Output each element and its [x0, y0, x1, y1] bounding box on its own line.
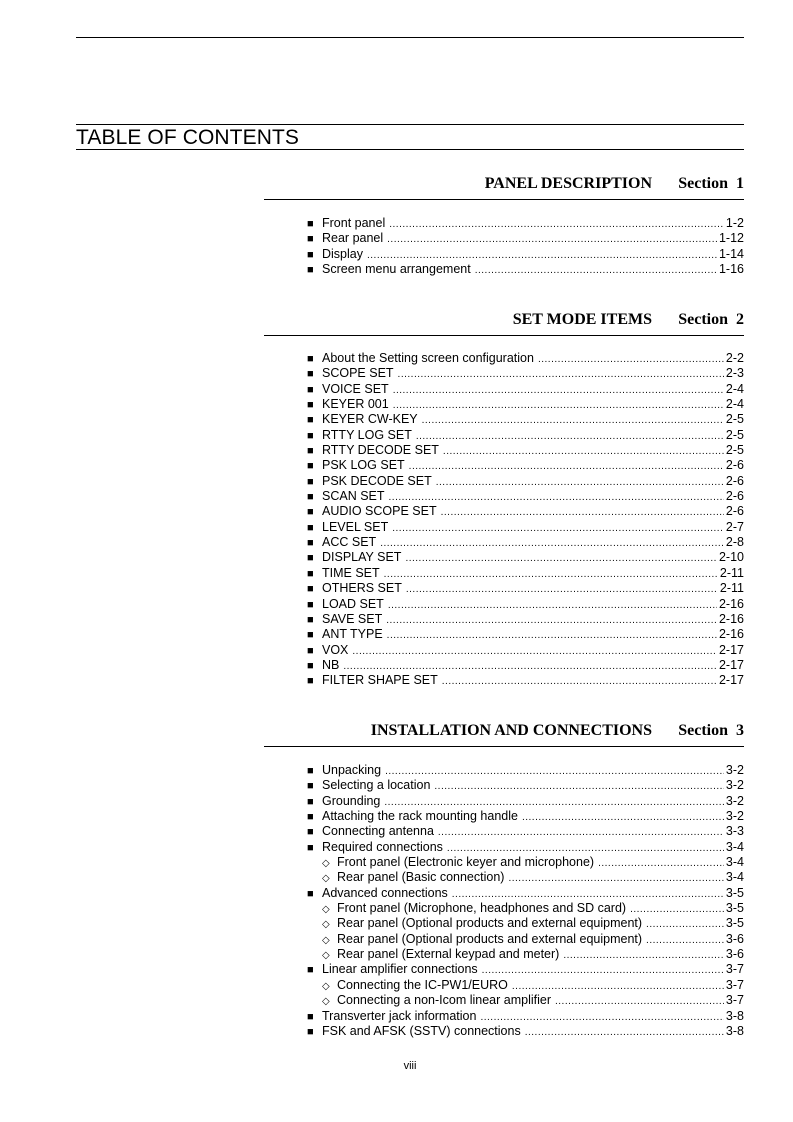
- dot-leader: [434, 779, 724, 794]
- dot-leader: [343, 659, 717, 674]
- toc-entry[interactable]: [307, 643, 744, 658]
- toc-entry[interactable]: [307, 870, 744, 885]
- diamond-bullet-icon: ◇: [322, 996, 330, 1008]
- square-bullet-icon: ■: [307, 475, 314, 488]
- section-number: [678, 722, 744, 740]
- dot-leader: [475, 263, 717, 278]
- square-bullet-icon: ■: [307, 841, 314, 854]
- toc-entry-page: 1-16: [718, 262, 744, 277]
- dot-leader: [392, 521, 724, 536]
- toc-entry-label: RTTY DECODE SET: [322, 443, 439, 458]
- toc-entry-label: AUDIO SCOPE SET: [322, 504, 437, 519]
- dot-leader: [438, 825, 724, 840]
- toc-entry[interactable]: [307, 382, 744, 397]
- dot-leader: [352, 644, 717, 659]
- toc-entry-page: 2-11: [719, 565, 744, 580]
- dot-leader: [452, 887, 724, 902]
- toc-entry-label: Required connections: [322, 839, 443, 854]
- toc-entry[interactable]: [307, 351, 744, 366]
- top-rule: [76, 37, 744, 38]
- toc-entry-label: Selecting a location: [322, 778, 431, 793]
- dot-leader: [387, 232, 717, 247]
- toc-entry-page: 2-16: [718, 627, 744, 642]
- toc-entry-label: Attaching the rack mounting handle: [322, 809, 518, 824]
- toc-entry-page: 3-4: [725, 839, 744, 854]
- toc-entry-label: ANT TYPE: [322, 627, 383, 642]
- square-bullet-icon: ■: [307, 414, 314, 427]
- section-label: Section: [678, 722, 728, 739]
- square-bullet-icon: ■: [307, 429, 314, 442]
- square-bullet-icon: ■: [307, 383, 314, 396]
- toc-entry-page: 3-7: [725, 962, 744, 977]
- toc-entry[interactable]: [307, 658, 744, 673]
- dot-leader: [384, 567, 718, 582]
- dot-leader: [555, 994, 724, 1009]
- dot-leader: [508, 871, 723, 886]
- toc-entry-page: 2-4: [725, 381, 744, 396]
- toc-entry-label: TIME SET: [322, 565, 380, 580]
- dot-leader: [482, 963, 724, 978]
- toc-entry-label: Connecting antenna: [322, 824, 434, 839]
- toc-entry[interactable]: [307, 778, 744, 793]
- toc-entry-page: 2-17: [718, 657, 744, 672]
- dot-leader: [563, 948, 724, 963]
- toc-entry-label: About the Setting screen configuration: [322, 351, 534, 365]
- dot-leader: [398, 367, 724, 382]
- toc-entry-label: PSK LOG SET: [322, 458, 405, 473]
- dot-leader: [443, 444, 724, 459]
- section-number: [678, 175, 744, 193]
- square-bullet-icon: ■: [307, 264, 314, 277]
- toc-entry[interactable]: [307, 809, 744, 824]
- toc-entry[interactable]: [307, 962, 744, 977]
- diamond-bullet-icon: ◇: [322, 873, 330, 885]
- toc-entry[interactable]: [307, 566, 744, 581]
- toc-entry[interactable]: [307, 627, 744, 642]
- toc-entry[interactable]: [307, 855, 744, 870]
- square-bullet-icon: ■: [307, 765, 314, 777]
- dot-leader: [646, 933, 724, 948]
- toc-entry-label: Rear panel (Optional products and external equipment): [337, 916, 643, 931]
- dot-leader: [393, 398, 724, 413]
- toc-entry-page: 1-2: [725, 216, 744, 230]
- toc-entry-label: Grounding: [322, 793, 381, 808]
- square-bullet-icon: ■: [307, 964, 314, 977]
- toc-entry-label: VOX: [322, 642, 349, 657]
- toc-entry-page: 2-3: [725, 366, 744, 381]
- dot-leader: [441, 505, 724, 520]
- toc-entry[interactable]: [307, 886, 744, 901]
- section-heading: [264, 311, 744, 336]
- toc-entry[interactable]: [307, 412, 744, 427]
- toc-entry-label: Unpacking: [322, 763, 382, 777]
- dot-leader: [630, 902, 724, 917]
- toc-entry[interactable]: [307, 489, 744, 504]
- dot-leader: [409, 459, 724, 474]
- dot-leader: [367, 248, 717, 263]
- square-bullet-icon: ■: [307, 675, 314, 688]
- square-bullet-icon: ■: [307, 811, 314, 824]
- toc-entry[interactable]: [307, 763, 744, 778]
- toc-entry[interactable]: [307, 428, 744, 443]
- toc-entry[interactable]: [307, 978, 744, 993]
- page-title: TABLE OF CONTENTS: [76, 126, 299, 149]
- square-bullet-icon: ■: [307, 491, 314, 504]
- toc-entry-page: 3-4: [725, 870, 744, 885]
- dot-leader: [406, 582, 718, 597]
- toc-entry[interactable]: [307, 1009, 744, 1024]
- toc-entry-label: LEVEL SET: [322, 519, 389, 534]
- square-bullet-icon: ■: [307, 218, 314, 230]
- toc-entry[interactable]: [307, 993, 744, 1008]
- dot-leader: [385, 764, 724, 779]
- toc-entry[interactable]: [307, 397, 744, 412]
- dot-leader: [447, 841, 724, 856]
- square-bullet-icon: ■: [307, 1010, 314, 1023]
- toc-entry[interactable]: [307, 231, 744, 246]
- square-bullet-icon: ■: [307, 537, 314, 550]
- page-number: viii: [403, 1060, 417, 1072]
- toc-entry-label: PSK DECODE SET: [322, 473, 432, 488]
- toc-entry-label: Linear amplifier connections: [322, 962, 478, 977]
- toc-entry[interactable]: [307, 932, 744, 947]
- toc-entry[interactable]: [307, 901, 744, 916]
- section-label: Section: [678, 175, 728, 192]
- toc-entry-page: 2-17: [718, 673, 744, 688]
- toc-entry-label: Front panel: [322, 216, 386, 230]
- toc-entry[interactable]: [307, 1024, 744, 1039]
- toc-entry-label: SCOPE SET: [322, 366, 394, 381]
- toc-entry-page: 1-12: [718, 231, 744, 246]
- square-bullet-icon: ■: [307, 1025, 314, 1038]
- toc-entry-page: 2-6: [725, 473, 744, 488]
- square-bullet-icon: ■: [307, 445, 314, 458]
- square-bullet-icon: ■: [307, 460, 314, 473]
- toc-entry[interactable]: [307, 366, 744, 381]
- toc-entry-label: Rear panel: [322, 231, 384, 246]
- toc-entry-label: Rear panel (External keypad and meter): [337, 947, 560, 962]
- square-bullet-icon: ■: [307, 583, 314, 596]
- toc-entry-page: 2-5: [725, 412, 744, 427]
- toc-entry-label: VOICE SET: [322, 381, 389, 396]
- toc-entry-page: 3-2: [725, 763, 744, 777]
- diamond-bullet-icon: ◇: [322, 919, 330, 931]
- toc-entry[interactable]: [307, 535, 744, 550]
- square-bullet-icon: ■: [307, 887, 314, 900]
- toc-entry-page: 2-7: [725, 519, 744, 534]
- toc-entry[interactable]: [307, 794, 744, 809]
- toc-entry-page: 3-5: [725, 916, 744, 931]
- toc-entry-page: 2-5: [725, 443, 744, 458]
- toc-entry-label: Connecting the IC-PW1/EURO: [337, 977, 508, 992]
- toc-entry[interactable]: [307, 673, 744, 688]
- toc-entry-label: Front panel (Electronic keyer and microphone): [337, 855, 595, 870]
- toc-entry-page: 3-2: [725, 809, 744, 824]
- toc-entry-page: 3-6: [725, 931, 744, 946]
- toc-entry-page: 3-3: [725, 824, 744, 839]
- section-heading: [264, 722, 744, 747]
- toc-entry-page: 2-8: [725, 535, 744, 550]
- dot-leader: [387, 628, 717, 643]
- square-bullet-icon: ■: [307, 248, 314, 261]
- dot-leader: [393, 383, 724, 398]
- toc-entry[interactable]: [307, 216, 744, 231]
- section-number: [678, 311, 744, 329]
- square-bullet-icon: ■: [307, 629, 314, 642]
- dot-leader: [525, 1025, 724, 1040]
- toc-entry[interactable]: [307, 247, 744, 262]
- square-bullet-icon: ■: [307, 368, 314, 381]
- toc-entry-page: 2-5: [725, 427, 744, 442]
- toc-entry-label: RTTY LOG SET: [322, 427, 412, 442]
- toc-entry-page: 3-7: [725, 993, 744, 1008]
- toc-entry-label: Front panel (Microphone, headphones and SD card): [337, 901, 627, 916]
- toc-title-bar: [76, 124, 744, 150]
- square-bullet-icon: ■: [307, 506, 314, 519]
- diamond-bullet-icon: ◇: [322, 934, 330, 946]
- toc-entry[interactable]: [307, 474, 744, 489]
- toc-entry-label: SCAN SET: [322, 489, 385, 504]
- toc-entry-page: 3-2: [725, 793, 744, 808]
- dot-leader: [522, 810, 724, 825]
- toc-entry[interactable]: [307, 458, 744, 473]
- toc-entry-label: Rear panel (Optional products and external equipment): [337, 931, 643, 946]
- dot-leader: [436, 475, 724, 490]
- dot-leader: [384, 795, 724, 810]
- toc-entry-page: 2-16: [718, 596, 744, 611]
- toc-entry-label: Rear panel (Basic connection): [337, 870, 505, 885]
- dot-leader: [389, 217, 724, 232]
- toc-entry-label: Display: [322, 246, 363, 261]
- toc-entry-label: FILTER SHAPE SET: [322, 673, 438, 688]
- section-title: SET MODE ITEMS: [512, 311, 652, 328]
- toc-entry-page: 2-10: [718, 550, 744, 565]
- square-bullet-icon: ■: [307, 826, 314, 839]
- toc-entry-label: LOAD SET: [322, 596, 384, 611]
- toc-entry-label: KEYER CW-KEY: [322, 412, 418, 427]
- toc-entry-page: 3-8: [725, 1023, 744, 1038]
- toc-entry[interactable]: [307, 612, 744, 627]
- toc-entry-page: 2-6: [725, 504, 744, 519]
- dot-leader: [422, 413, 724, 428]
- dot-leader: [480, 1010, 723, 1025]
- dot-leader: [380, 536, 724, 551]
- square-bullet-icon: ■: [307, 552, 314, 565]
- toc-entry[interactable]: [307, 262, 744, 277]
- diamond-bullet-icon: ◇: [322, 858, 330, 870]
- toc-entry-page: 1-14: [718, 246, 744, 261]
- section-title: INSTALLATION AND CONNECTIONS: [370, 722, 652, 739]
- toc-entry[interactable]: [307, 597, 744, 612]
- square-bullet-icon: ■: [307, 399, 314, 412]
- toc-entry[interactable]: [307, 840, 744, 855]
- square-bullet-icon: ■: [307, 613, 314, 626]
- dot-leader: [598, 856, 724, 871]
- section-label: Section: [678, 311, 728, 328]
- diamond-bullet-icon: ◇: [322, 904, 330, 916]
- toc-entry-label: Screen menu arrangement: [322, 262, 471, 277]
- dot-leader: [389, 490, 724, 505]
- dot-leader: [646, 917, 724, 932]
- diamond-bullet-icon: ◇: [322, 950, 330, 962]
- toc-entry-page: 2-6: [725, 489, 744, 504]
- square-bullet-icon: ■: [307, 659, 314, 672]
- square-bullet-icon: ■: [307, 644, 314, 657]
- section-title: PANEL DESCRIPTION: [484, 175, 652, 192]
- toc-entry-label: DISPLAY SET: [322, 550, 402, 565]
- square-bullet-icon: ■: [307, 567, 314, 580]
- toc-entry[interactable]: [307, 443, 744, 458]
- dot-leader: [538, 352, 724, 367]
- section-number-value: 2: [736, 311, 744, 328]
- toc-entry-label: FSK and AFSK (SSTV) connections: [322, 1023, 521, 1038]
- toc-entry-page: 3-4: [725, 855, 744, 870]
- toc-entry-page: 2-2: [725, 351, 744, 365]
- square-bullet-icon: ■: [307, 353, 314, 365]
- toc-entry-page: 3-5: [725, 901, 744, 916]
- toc-entry[interactable]: [307, 520, 744, 535]
- square-bullet-icon: ■: [307, 598, 314, 611]
- section-number-value: 3: [736, 722, 744, 739]
- toc-entry-list: [307, 763, 744, 1039]
- toc-entry-page: 2-6: [725, 458, 744, 473]
- toc-entry[interactable]: [307, 824, 744, 839]
- square-bullet-icon: ■: [307, 521, 314, 534]
- toc-entry-label: Advanced connections: [322, 885, 448, 900]
- toc-entry-page: 2-4: [725, 397, 744, 412]
- dot-leader: [405, 551, 717, 566]
- toc-entry-label: KEYER 001: [322, 397, 389, 412]
- toc-entry-list: [307, 216, 744, 277]
- toc-entry-label: SAVE SET: [322, 611, 383, 626]
- toc-entry-label: Transverter jack information: [322, 1008, 477, 1023]
- dot-leader: [512, 979, 724, 994]
- toc-entry-page: 3-8: [725, 1008, 744, 1023]
- toc-entry[interactable]: [307, 916, 744, 931]
- toc-entry-label: OTHERS SET: [322, 581, 402, 596]
- toc-entry-page: 2-16: [718, 611, 744, 626]
- square-bullet-icon: ■: [307, 780, 314, 793]
- toc-entry-page: 3-2: [725, 778, 744, 793]
- toc-entry[interactable]: [307, 581, 744, 596]
- square-bullet-icon: ■: [307, 795, 314, 808]
- toc-entry-page: 3-7: [725, 977, 744, 992]
- dot-leader: [416, 429, 724, 444]
- square-bullet-icon: ■: [307, 233, 314, 246]
- toc-entry[interactable]: [307, 550, 744, 565]
- toc-entry-page: 2-17: [718, 642, 744, 657]
- toc-entry-label: NB: [322, 657, 340, 672]
- diamond-bullet-icon: ◇: [322, 980, 330, 992]
- toc-entry[interactable]: [307, 504, 744, 519]
- dot-leader: [386, 613, 717, 628]
- toc-entry-label: Connecting a non-Icom linear amplifier: [337, 993, 551, 1008]
- toc-entry-page: 3-6: [725, 947, 744, 962]
- dot-leader: [442, 674, 717, 689]
- toc-entry-page: 2-11: [719, 581, 744, 596]
- section-number-value: 1: [736, 175, 744, 192]
- dot-leader: [388, 598, 717, 613]
- toc-entry-list: [307, 351, 744, 689]
- toc-entry-label: ACC SET: [322, 535, 377, 550]
- toc-entry-page: 3-5: [725, 885, 744, 900]
- section-heading: [264, 175, 744, 200]
- toc-entry[interactable]: [307, 947, 744, 962]
